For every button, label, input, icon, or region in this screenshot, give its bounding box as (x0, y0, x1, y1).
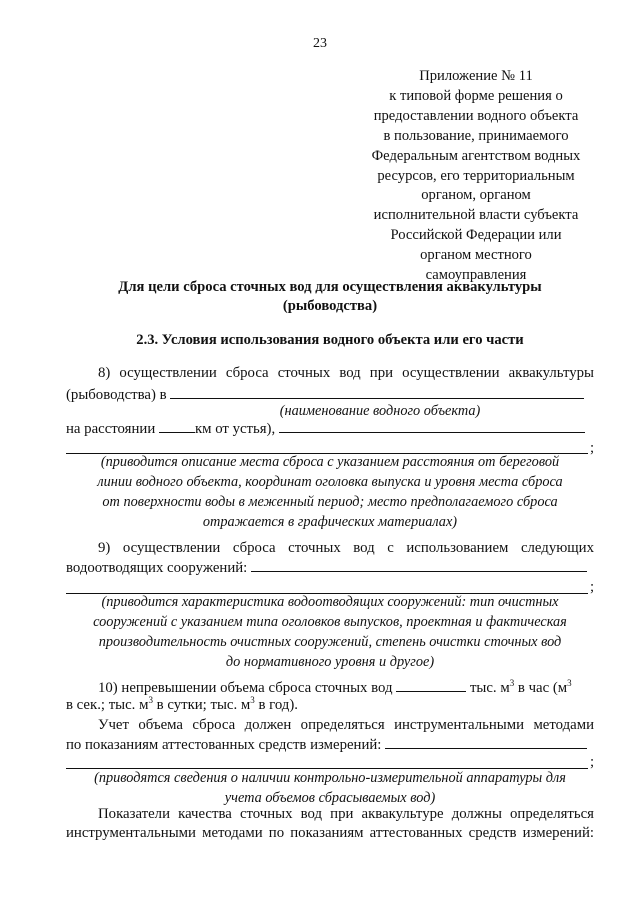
item8-line1: 8) осуществлении сброса сточных вод при осуществлении аквакультуры (98, 365, 594, 381)
distance-suffix: км от устья), (194, 421, 276, 437)
section-heading (66, 331, 594, 350)
purpose-heading-line: (рыбоводства) (282, 298, 378, 314)
unit-day: в сутки; тыс. м (156, 697, 251, 713)
item10-semicolon: ; (590, 754, 595, 770)
appendix-line: к типовой форме решения о (389, 87, 563, 104)
quality-line1: Показатели качества сточных вод при аквакультуре должны определяться (98, 806, 594, 822)
appendix-block (358, 67, 594, 286)
appendix-line: Федеральным агентством водных (371, 147, 581, 164)
unit-sec: в сек.; тыс. м (66, 697, 149, 713)
item9-semicolon: ; (590, 579, 595, 595)
item8-line2-text: (рыбоводства) в (66, 387, 167, 403)
page-number: 23 (313, 36, 327, 51)
caption-line: линии водного объекта, координат оголовка выпуска и уровня места сброса (97, 474, 563, 490)
drainage-structures-field[interactable] (251, 557, 587, 572)
item9-line2 (66, 557, 594, 577)
discharge-volume-field[interactable] (396, 677, 466, 692)
distance-prefix: на расстоянии (66, 421, 156, 437)
item8-caption2 (66, 452, 594, 532)
item8-semicolon: ; (590, 440, 595, 456)
distance-field[interactable] (159, 418, 195, 433)
appendix-line: ресурсов, его территориальным (377, 167, 575, 184)
unit-year: в год). (258, 697, 298, 713)
item8-distance-line (66, 418, 594, 438)
appendix-line: органом местного (420, 247, 532, 264)
accounting-line1: Учет объема сброса должен определяться инструментальными методами (98, 717, 594, 733)
appendix-line: органом, органом (421, 187, 531, 204)
unit-exp: 3 (250, 695, 255, 706)
appendix-line: Приложение № 11 (419, 68, 533, 84)
item10-caption (66, 768, 594, 808)
item10-line2 (66, 695, 594, 715)
appendix-line: самоуправления (425, 267, 527, 284)
caption-line: отражается в графических материалах) (202, 514, 458, 530)
location-field[interactable] (279, 418, 585, 433)
appendix-line: Российской Федерации или (390, 227, 562, 244)
unit-hour-after: в час (м (517, 680, 568, 696)
quality-line2: инструментальными методами по показаниям аттестованных средств измерений: (66, 825, 594, 841)
item10-line1-text: 10) непревышении объема сброса сточных вод (98, 680, 393, 696)
caption-line: (приводятся сведения о наличии контрольно-измерительной аппаратуры для (94, 770, 566, 786)
caption-line: (наименование водного объекта) (279, 403, 481, 419)
water-body-name-field[interactable] (170, 384, 584, 399)
appendix-line: предоставлении водного объекта (373, 107, 579, 124)
unit-hour: тыс. м (469, 680, 510, 696)
caption-line: до нормативного уровня и другое) (225, 654, 435, 670)
unit-exp: 3 (567, 678, 572, 689)
purpose-heading (66, 278, 594, 316)
caption-line: производительность очистных сооружений, степень очистки сточных вод (98, 634, 562, 650)
item9-caption (66, 592, 594, 672)
measurement-devices-field[interactable] (385, 734, 587, 749)
caption-line: от поверхности воды в меженный период; место предполагаемого сброса (102, 494, 558, 510)
appendix-line: исполнительной власти субъекта (373, 207, 579, 224)
unit-exp: 3 (148, 695, 153, 706)
purpose-heading-line: Для цели сброса сточных вод для осуществления аквакультуры (118, 279, 542, 295)
item9-line2-text: водоотводящих сооружений: (66, 560, 248, 576)
accounting-line2 (66, 734, 594, 754)
unit-exp: 3 (509, 678, 515, 689)
item10-line1 (66, 677, 594, 697)
caption-line: учета объемов сбрасываемых вод) (224, 790, 436, 806)
item9-line1: 9) осуществлении сброса сточных вод с использованием следующих (98, 540, 594, 556)
section-heading-text: 2.3. Условия использования водного объекта или его части (136, 332, 524, 348)
accounting-line2-text: по показаниям аттестованных средств измерений: (66, 737, 382, 753)
caption-line: (приводится описание места сброса с указанием расстояния от береговой (100, 454, 560, 470)
caption-line: (приводится характеристика водоотводящих сооружений: тип очистных (101, 594, 559, 610)
appendix-line: в пользование, принимаемого (383, 127, 569, 144)
caption-line: сооружений с указанием типа оголовков выпусков, проектная и фактическая (93, 614, 567, 630)
